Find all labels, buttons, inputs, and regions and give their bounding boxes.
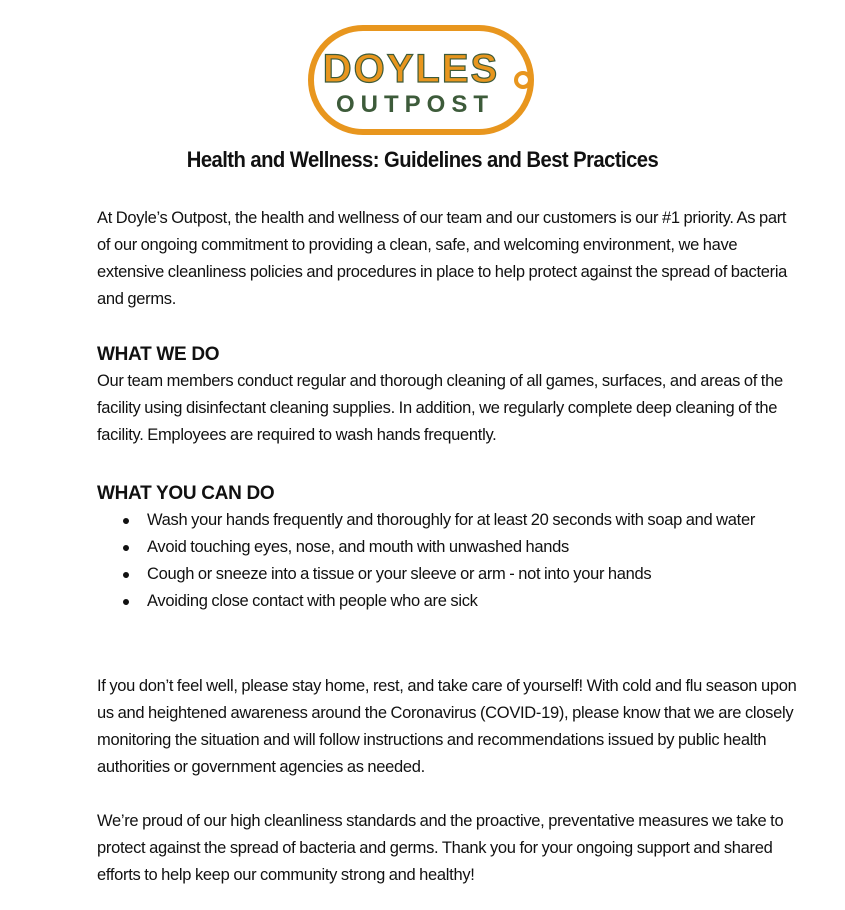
- logo-line-2: OUTPOST: [335, 91, 495, 118]
- list-item: [97, 588, 797, 615]
- closing-paragraph-2: We’re proud of our high cleanliness standards and the proactive, preventative measures we take to protect against the spread of bacteria and germs. Thank you for your ongoing support and shared efforts to help keep our community strong and healthy!: [97, 812, 784, 884]
- what-you-can-do-section: [97, 481, 797, 615]
- list-item-text: Avoiding close contact with people who are sick: [147, 592, 478, 610]
- page-title: Health and Wellness: Guidelines and Best Practices: [186, 147, 659, 172]
- closing-section-1: [97, 673, 797, 781]
- intro-paragraph: At Doyle’s Outpost, the health and wellness of our team and our customers is our #1 priority. As part of our ongoing commitment to providing a clean, safe, and welcoming environment, we have extensive cleanliness policies and procedures in place to help protect against the spread of bacteria and germs.: [97, 209, 788, 308]
- list-item-text: Wash your hands frequently and thoroughly for at least 20 seconds with soap and water: [147, 511, 756, 529]
- list-item: [97, 561, 797, 588]
- bullet-icon: [123, 545, 129, 551]
- list-item-text: Avoid touching eyes, nose, and mouth with unwashed hands: [147, 538, 569, 556]
- bullet-icon: [123, 572, 129, 578]
- logo-badge-graphic: [307, 24, 539, 136]
- intro-section: [97, 205, 797, 313]
- list-item: [97, 534, 797, 561]
- doyles-outpost-logo: [307, 24, 539, 136]
- what-we-do-body: Our team members conduct regular and thorough cleaning of all games, surfaces, and areas of the facility using disinfectant cleaning supplies. In addition, we regularly complete deep cleaning of the facility. Employees are required to wash hands frequently.: [97, 372, 783, 444]
- bullet-icon: [123, 518, 129, 524]
- what-we-do-heading: WHAT WE DO: [97, 344, 220, 365]
- closing-section-2: [97, 808, 797, 889]
- list-item-text: Cough or sneeze into a tissue or your sleeve or arm - not into your hands: [147, 565, 652, 583]
- what-you-can-do-heading: WHAT YOU CAN DO: [97, 483, 275, 504]
- bullet-icon: [123, 599, 129, 605]
- list-item: [97, 507, 797, 534]
- what-we-do-section: [97, 342, 797, 449]
- logo-line-1: DOYLES: [322, 47, 500, 91]
- tips-list: [97, 507, 797, 615]
- closing-paragraph-1: If you don’t feel well, please stay home, rest, and take care of yourself! With cold and flu season upon us and heightened awareness around the Coronavirus (COVID-19), please know that we are closely monitoring the situation and will follow instructions and recommendations issued by public health authorities or government agencies as needed.: [97, 677, 797, 776]
